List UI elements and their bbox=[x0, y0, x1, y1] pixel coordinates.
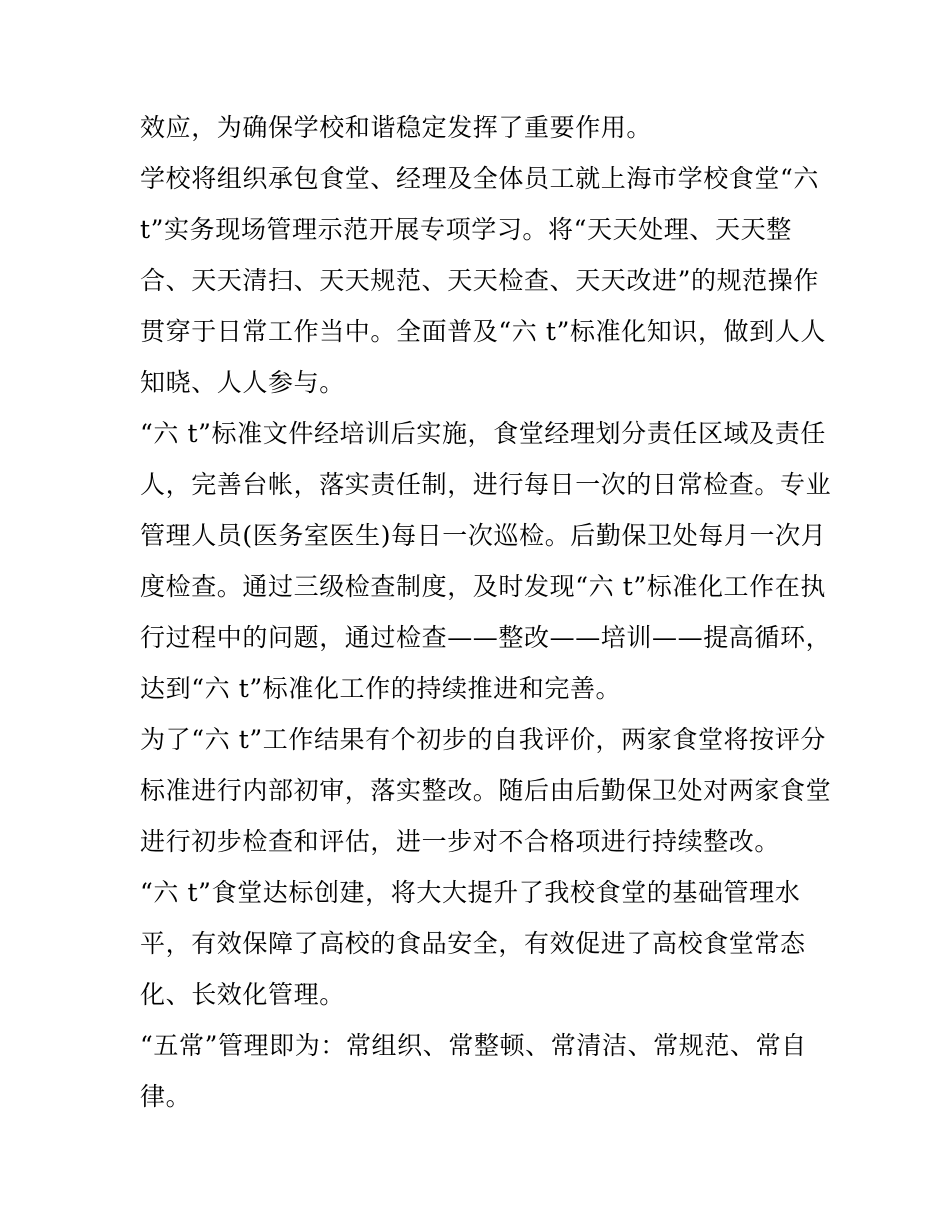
text-line: 标准进行内部初审，落实整改。随后由后勤保卫处对两家食堂 bbox=[140, 776, 832, 805]
text-line: “六 t”食堂达标创建，将大大提升了我校食堂的基础管理水 bbox=[140, 878, 801, 907]
text-line: 学校将组织承包食堂、经理及全体员工就上海市学校食堂“六 bbox=[140, 164, 819, 193]
text-line: 知晓、人人参与。 bbox=[140, 368, 345, 397]
text-line: 平，有效保障了高校的食品安全，有效促进了高校食堂常态 bbox=[140, 929, 806, 958]
text-line: 合、天天清扫、天天规范、天天检查、天天改进”的规范操作 bbox=[140, 266, 819, 295]
text-line: “六 t”标准文件经培训后实施，食堂经理划分责任区域及责任 bbox=[140, 419, 826, 448]
text-line: 行过程中的问题，通过检查——整改——培训——提高循环， bbox=[140, 623, 832, 652]
text-line: “五常”管理即为：常组织、常整顿、常清洁、常规范、常自 bbox=[140, 1031, 807, 1060]
text-line: 度检查。通过三级检查制度，及时发现“六 t”标准化工作在执 bbox=[140, 572, 826, 601]
text-line: 达到“六 t”标准化工作的持续推进和完善。 bbox=[140, 674, 622, 703]
text-line: 律。 bbox=[140, 1082, 192, 1111]
text-line: t”实务现场管理示范开展专项学习。将“天天处理、天天整 bbox=[140, 215, 792, 244]
text-line: 管理人员(医务室医生)每日一次巡检。后勤保卫处每月一次月 bbox=[140, 521, 827, 550]
text-line: 效应，为确保学校和谐稳定发挥了重要作用。 bbox=[140, 113, 653, 142]
text-line: 进行初步检查和评估，进一步对不合格项进行持续整改。 bbox=[140, 827, 781, 856]
text-line: 人，完善台帐，落实责任制，进行每日一次的日常检查。专业 bbox=[140, 470, 832, 499]
text-line: 化、长效化管理。 bbox=[140, 980, 345, 1009]
text-line: 贯穿于日常工作当中。全面普及“六 t”标准化知识，做到人人 bbox=[140, 317, 826, 346]
text-line: 为了“六 t”工作结果有个初步的自我评价，两家食堂将按评分 bbox=[140, 725, 826, 754]
